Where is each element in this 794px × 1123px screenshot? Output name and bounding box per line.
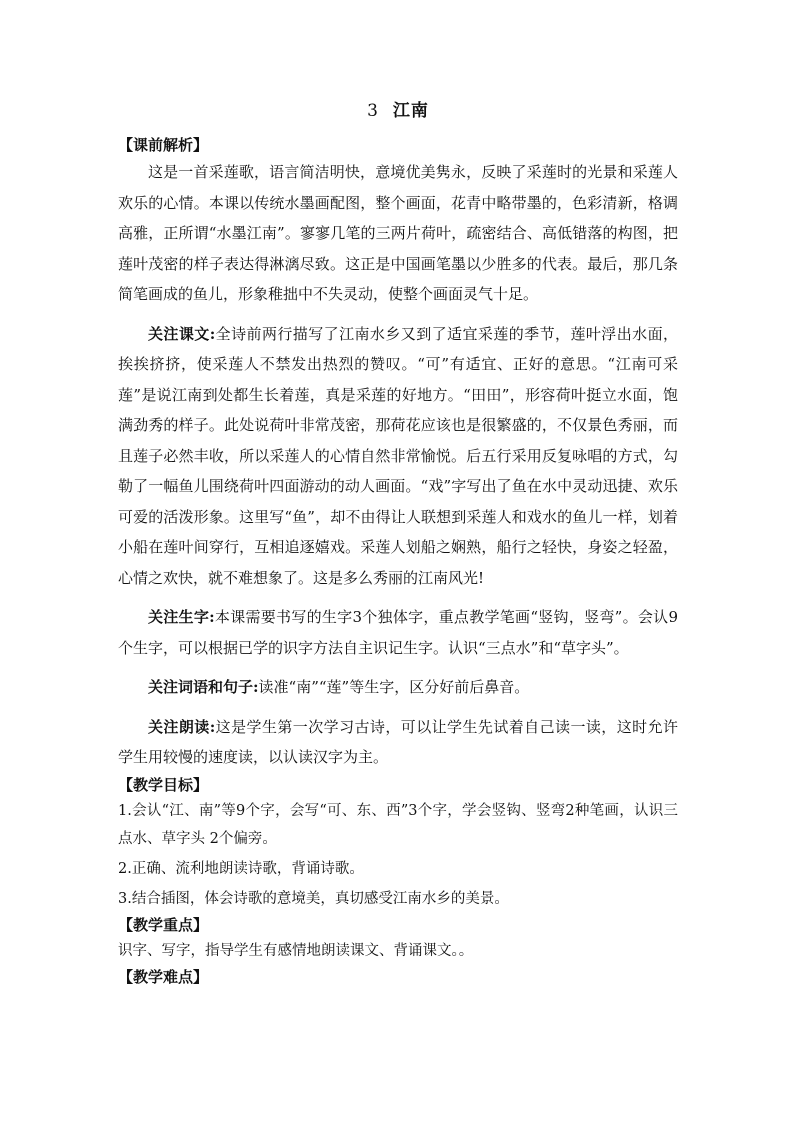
goal-item-3: 3.结合插图，体会诗歌的意境美，真切感受江南水乡的美景。 xyxy=(118,890,509,907)
lesson-number: 3 xyxy=(367,101,379,121)
goal-item-2: 2.正确、流利地朗读诗歌，背诵诗歌。 xyxy=(118,860,364,877)
teaching-focus-text: 识字、写字，指导学生有感情地朗读课文、背诵课文。。 xyxy=(118,942,474,959)
section-heading-teaching-difficulties: 【教学难点】 xyxy=(118,967,209,986)
paragraph-body-focus-text: 全诗前两行描写了江南水乡又到了适宜采莲的季节，莲叶浮出水面，挨挨挤挤，使采莲人不禁发出热烈的赞叹。“可”有适宜、正好的意思。“江南可采莲”是说江南到处都生长着莲，真是采莲的好地方。“田田”，形容荷叶挺立水面，饱满劲秀的样子。此处说荷叶非常茂密，那荷花应该也是很繁盛的，不仅景色秀丽，而且莲子必然丰收，所以采莲人的心情自然非常愉悦。后五行采用反复咏唱的方式，勾勒了一幅鱼儿围绕荷叶四面游动的动人画面。“戏”字写出了鱼在水中灵动迅捷、欢乐可爱的活泼形象。这里写“鱼”，却不由得让人联想到采莲人和戏水的鱼儿一样，划着小船在莲叶间穿行，互相追逐嬉戏。采莲人划船之娴熟，船行之轻快，身姿之轻盈，心情之欢快，就不难想象了。这是多么秀丽的江南风光! xyxy=(118,324,678,587)
paragraph-body-focus-reading: 这是学生第一次学习古诗，可以让学生先试着自己读一读，这时允许学生用较慢的速度读，以认读汉字为主。 xyxy=(118,717,678,766)
paragraph-body-focus-words: 读准“南”“莲”等生字，区分好前后鼻音。 xyxy=(258,678,530,696)
paragraph-lead-focus-words: 关注词语和句子: xyxy=(148,678,259,696)
lesson-title: 江南 xyxy=(392,101,429,121)
paragraph-focus-reading xyxy=(118,712,678,773)
page-title xyxy=(118,96,678,121)
goal-item-1: 1.会认“江、南”等9个字，会写“可、东、西”3个字，学会竖钩、竖弯2种笔画，认识三点水、草字头 2个偏旁。 xyxy=(118,802,678,847)
paragraph-focus-words xyxy=(118,672,678,703)
paragraph-body-focus-characters: 本课需要书写的生字3个独体字，重点教学笔画“竖钩，竖弯”。会认9个生字，可以根据已学的识字方法自主识记生字。认识“三点水”和“草字头”。 xyxy=(118,608,678,657)
paragraph-lead-focus-characters: 关注生字: xyxy=(148,608,215,626)
document-page xyxy=(118,96,678,989)
paragraph-focus-characters xyxy=(118,602,678,663)
section-heading-teaching-goals: 【教学目标】 xyxy=(118,775,209,794)
paragraph-lead-focus-reading: 关注朗读: xyxy=(148,717,216,736)
paragraph-focus-text xyxy=(118,319,678,594)
paragraph-lead-focus-text: 关注课文: xyxy=(148,324,216,343)
paragraph-overview: 这是一首采莲歌，语言简洁明快，意境优美隽永，反映了采莲时的光景和采莲人欢乐的心情。本课以传统水墨画配图，整个画面，花青中略带墨的，色彩清新，格调高雅，正所谓“水墨江南”。寥寥几笔的三两片荷叶，疏密结合、高低错落的构图，把莲叶茂密的样子表达得淋漓尽致。这正是中国画笔墨以少胜多的代表。最后，那几条简笔画成的鱼儿，形象稚拙中不失灵动，使整个画面灵气十足。 xyxy=(118,163,678,303)
section-heading-pre-lesson-analysis: 【课前解析】 xyxy=(118,136,209,154)
section-heading-teaching-focus: 【教学重点】 xyxy=(118,915,209,934)
